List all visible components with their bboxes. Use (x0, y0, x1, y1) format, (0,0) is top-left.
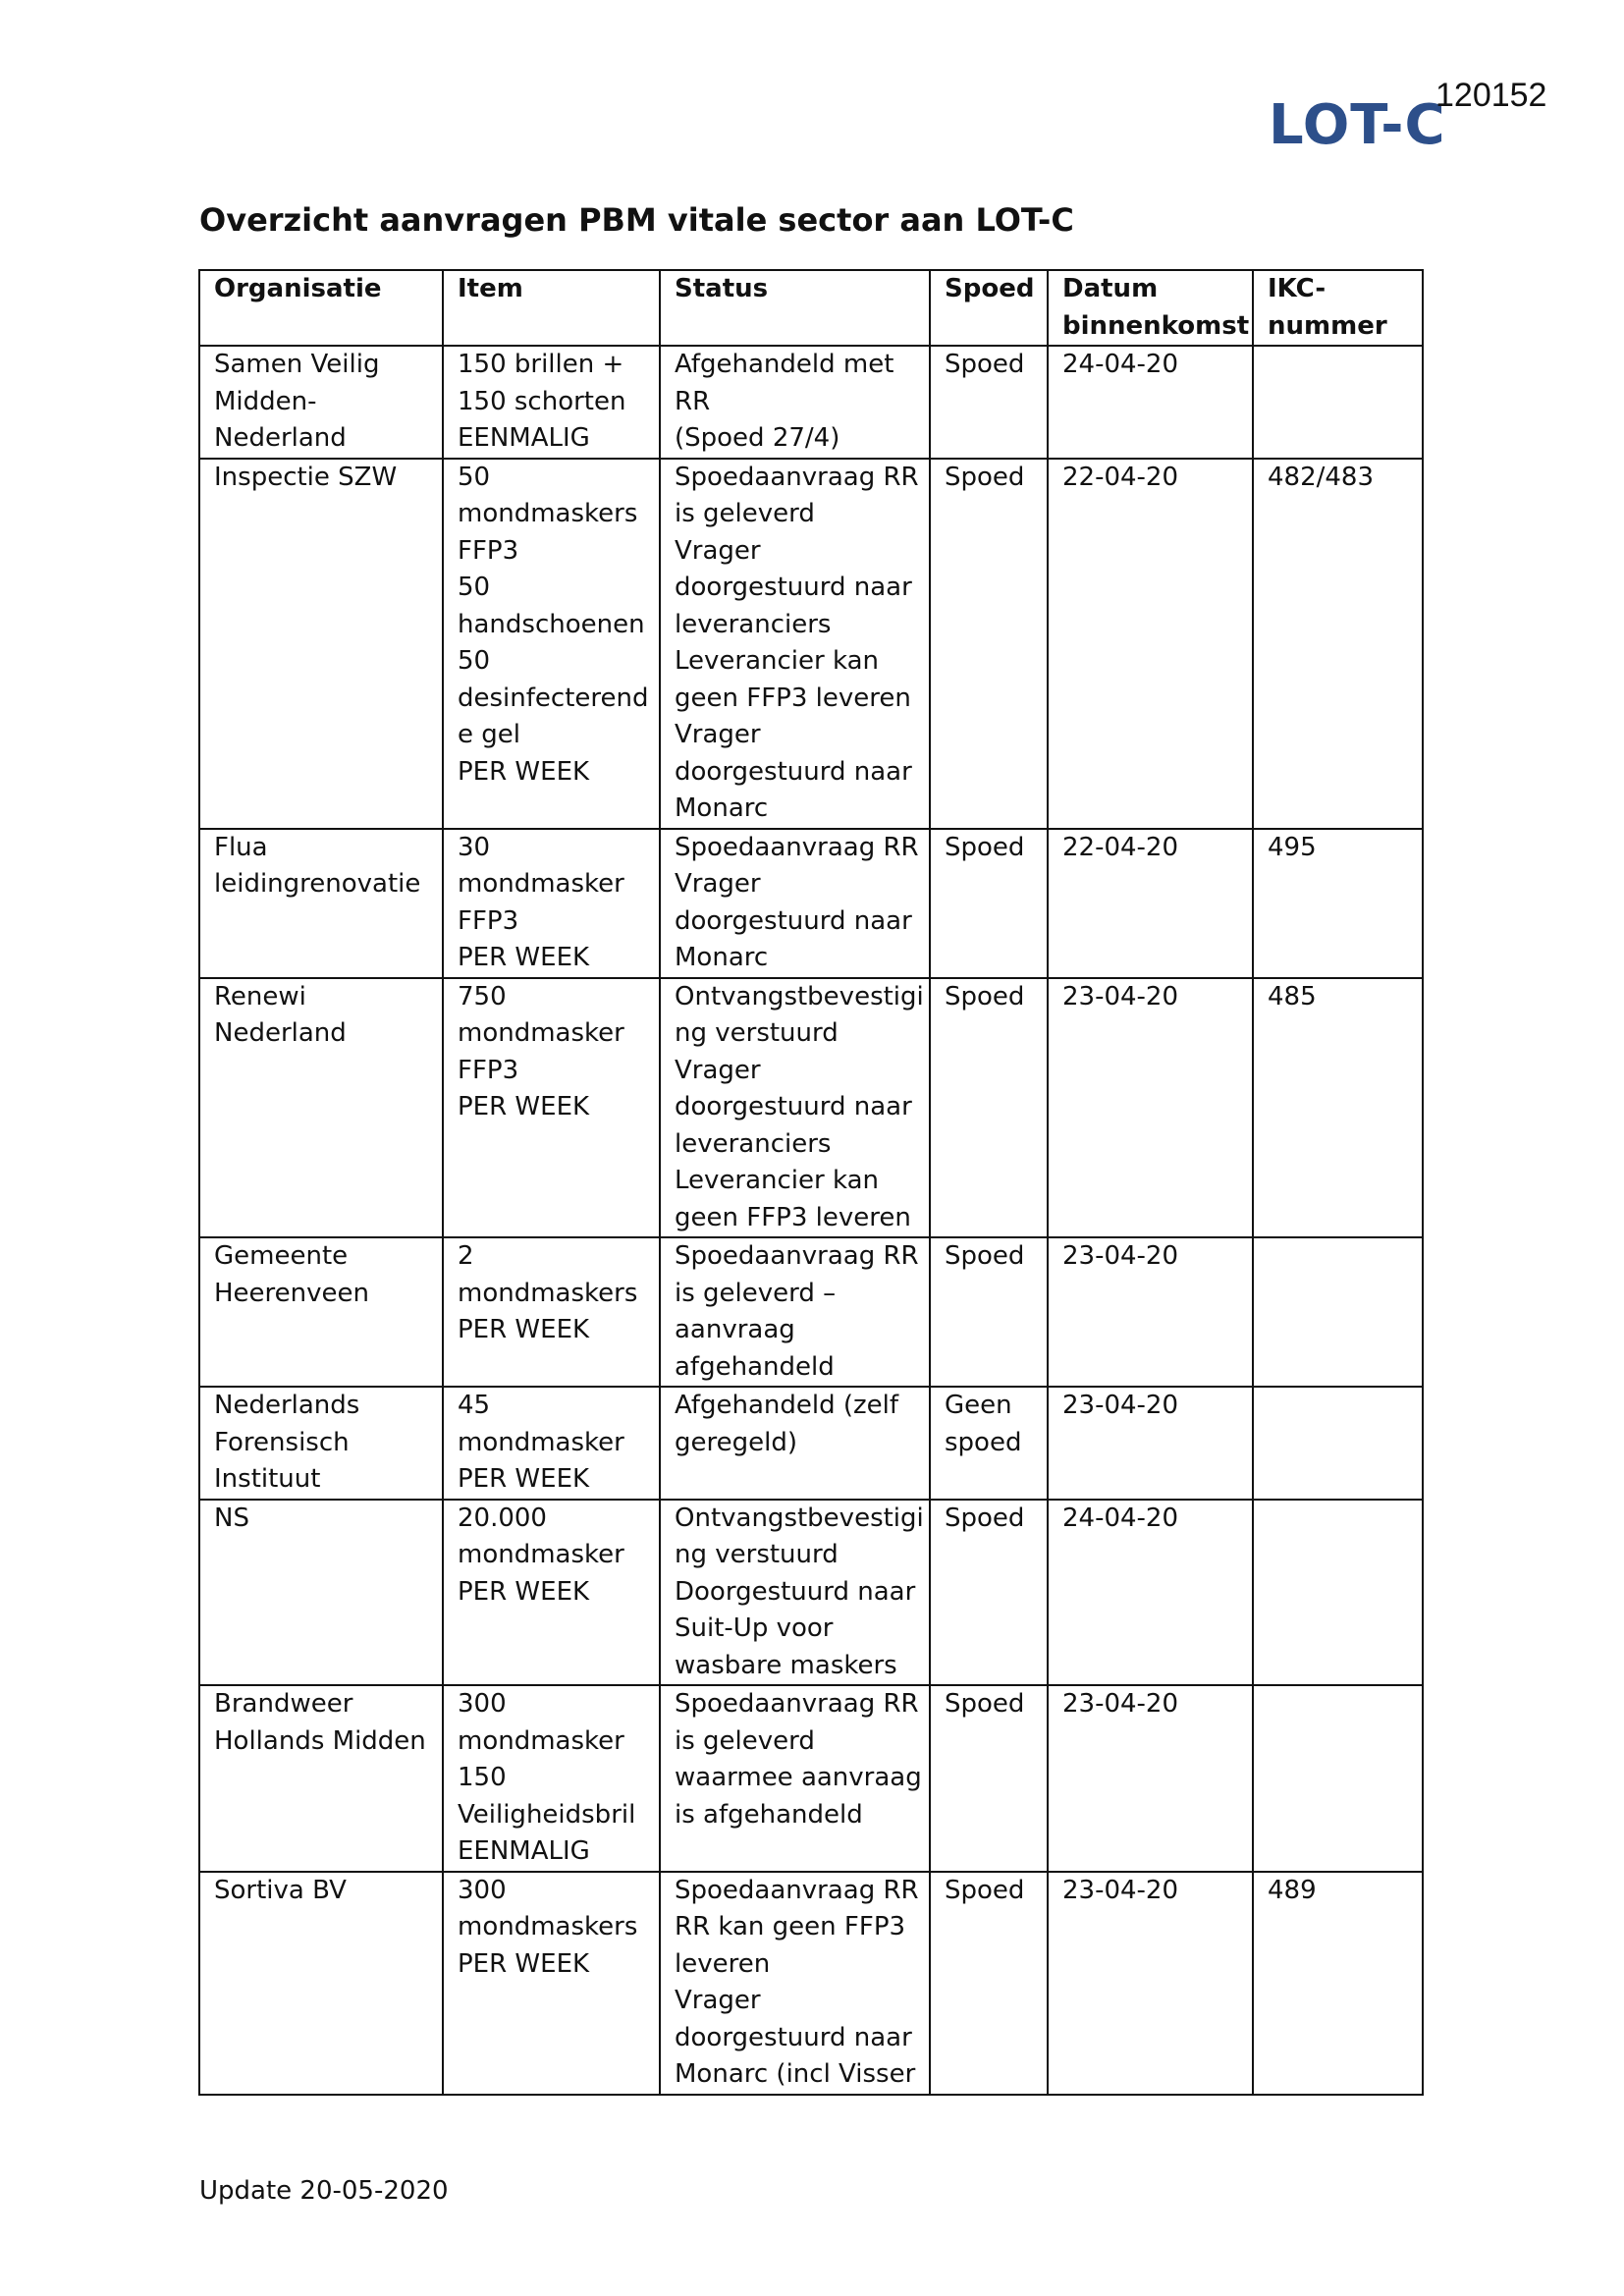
cell-ikc (1253, 346, 1423, 459)
cell-line: aanvraag (675, 1315, 795, 1344)
column-header-line: Spoed (945, 274, 1035, 303)
cell-line: 50 (458, 462, 491, 492)
cell-line: 20.000 (458, 1503, 547, 1533)
cell-line: Spoedaanvraag RR (675, 462, 919, 492)
cell-line: Vrager (675, 869, 761, 899)
table-row (199, 1685, 1423, 1872)
cell-line: PER WEEK (458, 1948, 590, 1979)
table-row (199, 1387, 1423, 1500)
cell-line: Spoed (945, 350, 1025, 379)
cell-datum (1048, 978, 1253, 1238)
cell-line: Spoed (945, 462, 1025, 492)
cell-line: Leverancier kan (675, 1166, 879, 1195)
table-row (199, 346, 1423, 459)
table-row (199, 1500, 1423, 1686)
table-row (199, 459, 1423, 829)
cell-status (660, 346, 930, 459)
table-row (199, 1872, 1423, 2095)
cell-ikc (1253, 1237, 1423, 1387)
column-header-status (660, 270, 930, 346)
cell-status (660, 1237, 930, 1387)
cell-datum (1048, 459, 1253, 829)
cell-line: 30 (458, 832, 491, 862)
cell-line: e gel (458, 720, 520, 749)
table-body (199, 346, 1423, 2095)
cell-line: Flua (214, 832, 268, 862)
column-header-organisatie (199, 270, 443, 346)
cell-organisatie (199, 1872, 443, 2095)
cell-line: 150 schorten (458, 386, 626, 416)
cell-line: 23-04-20 (1062, 1391, 1179, 1420)
cell-line: ng verstuurd (675, 1540, 839, 1569)
cell-line: 485 (1268, 981, 1317, 1011)
cell-line: afgehandeld (675, 1351, 835, 1382)
cell-spoed (930, 1500, 1048, 1686)
cell-line: Spoedaanvraag RR (675, 1689, 919, 1719)
cell-line: 300 (458, 1689, 507, 1719)
cell-line: 495 (1268, 832, 1317, 862)
cell-line: mondmasker (458, 1018, 624, 1048)
cell-line: Leverancier kan (675, 646, 879, 676)
cell-organisatie (199, 1500, 443, 1686)
cell-ikc (1253, 829, 1423, 978)
cell-item (443, 459, 660, 829)
cell-line: is geleverd – (675, 1278, 837, 1308)
cell-line: FFP3 (458, 905, 519, 936)
cell-spoed (930, 1387, 1048, 1500)
cell-line: 22-04-20 (1062, 462, 1179, 492)
document-number: 120152 (1435, 77, 1547, 114)
cell-line: Spoed (945, 832, 1025, 862)
cell-ikc (1253, 1872, 1423, 2095)
cell-spoed (930, 1685, 1048, 1872)
cell-line: RR (675, 386, 711, 416)
requests-table (198, 269, 1424, 2096)
cell-line: 23-04-20 (1062, 1241, 1179, 1271)
cell-organisatie (199, 1387, 443, 1500)
cell-line: PER WEEK (458, 1464, 590, 1494)
cell-organisatie (199, 1685, 443, 1872)
cell-line: geen FFP3 leveren (675, 683, 911, 713)
column-header-line: Datum (1062, 274, 1159, 303)
cell-line: Sortiva BV (214, 1875, 347, 1905)
cell-line: FFP3 (458, 535, 519, 566)
cell-line: handschoenen (458, 609, 645, 639)
cell-line: Instituut (214, 1464, 321, 1494)
cell-line: 50 (458, 573, 491, 602)
cell-line: mondmaskers (458, 1278, 638, 1308)
cell-line: mondmasker (458, 1725, 624, 1756)
cell-datum (1048, 1500, 1253, 1686)
cell-line: 2 (458, 1241, 474, 1271)
cell-status (660, 459, 930, 829)
cell-line: Renewi (214, 981, 306, 1011)
cell-line: 23-04-20 (1062, 981, 1179, 1011)
cell-line: is geleverd (675, 499, 815, 528)
cell-line: Spoed (945, 1503, 1025, 1533)
cell-line: mondmasker (458, 1427, 624, 1457)
column-header-item (443, 270, 660, 346)
cell-line: (Spoed 27/4) (675, 423, 840, 453)
cell-line: Spoed (945, 1241, 1025, 1271)
cell-organisatie (199, 978, 443, 1238)
cell-line: Spoedaanvraag RR (675, 1875, 919, 1905)
cell-line: doorgestuurd naar (675, 1092, 912, 1121)
cell-line: Heerenveen (214, 1278, 369, 1308)
column-header-line: Item (458, 274, 523, 303)
cell-line: PER WEEK (458, 756, 590, 787)
cell-line: 23-04-20 (1062, 1689, 1179, 1719)
cell-line: Vrager (675, 1986, 761, 2015)
cell-line: Vrager (675, 535, 761, 566)
column-header-line: nummer (1268, 310, 1387, 341)
cell-item (443, 978, 660, 1238)
cell-status (660, 1685, 930, 1872)
cell-ikc (1253, 1685, 1423, 1872)
cell-status (660, 1872, 930, 2095)
cell-line: doorgestuurd naar (675, 905, 912, 936)
cell-line: leveren (675, 1948, 771, 1979)
cell-line: mondmaskers (458, 1912, 638, 1941)
cell-spoed (930, 346, 1048, 459)
cell-status (660, 1387, 930, 1500)
cell-line: Forensisch (214, 1427, 350, 1457)
table-row (199, 978, 1423, 1238)
cell-line: 24-04-20 (1062, 1503, 1179, 1533)
cell-item (443, 1237, 660, 1387)
cell-line: 23-04-20 (1062, 1875, 1179, 1905)
column-header-ikc (1253, 270, 1423, 346)
cell-line: Midden- (214, 386, 317, 416)
cell-line: doorgestuurd naar (675, 573, 912, 602)
cell-line: mondmasker (458, 1540, 624, 1569)
cell-line: 300 (458, 1875, 507, 1905)
cell-line: waarmee aanvraag (675, 1763, 922, 1792)
cell-line: Monarc (incl Visser (675, 2059, 916, 2089)
cell-organisatie (199, 459, 443, 829)
cell-ikc (1253, 1387, 1423, 1500)
cell-line: wasbare maskers (675, 1650, 897, 1680)
cell-datum (1048, 1237, 1253, 1387)
cell-line: Gemeente (214, 1241, 349, 1271)
cell-item (443, 1500, 660, 1686)
cell-status (660, 1500, 930, 1686)
cell-line: 150 (458, 1763, 507, 1792)
cell-ikc (1253, 978, 1423, 1238)
cell-spoed (930, 1237, 1048, 1387)
column-header-datum (1048, 270, 1253, 346)
cell-spoed (930, 829, 1048, 978)
cell-line: Nederland (214, 1018, 347, 1048)
column-header-line: binnenkomst (1062, 310, 1250, 341)
cell-ikc (1253, 1500, 1423, 1686)
cell-datum (1048, 1387, 1253, 1500)
table-header-row (199, 270, 1423, 346)
cell-item (443, 1872, 660, 2095)
cell-spoed (930, 978, 1048, 1238)
cell-line: PER WEEK (458, 1092, 590, 1121)
cell-line: 24-04-20 (1062, 350, 1179, 379)
cell-status (660, 829, 930, 978)
cell-status (660, 978, 930, 1238)
cell-line: Spoedaanvraag RR (675, 832, 919, 862)
table-row (199, 1237, 1423, 1387)
cell-line: PER WEEK (458, 1315, 590, 1344)
cell-line: Samen Veilig (214, 350, 380, 379)
column-header-spoed (930, 270, 1048, 346)
cell-line: Nederland (214, 423, 347, 453)
cell-line: 22-04-20 (1062, 832, 1179, 862)
cell-line: Vrager (675, 720, 761, 749)
cell-line: Ontvangstbevestigi (675, 1503, 924, 1533)
cell-line: Brandweer (214, 1689, 353, 1719)
cell-line: EENMALIG (458, 423, 590, 453)
cell-line: leveranciers (675, 1128, 832, 1159)
cell-line: Vrager (675, 1055, 761, 1085)
column-header-line: Organisatie (214, 274, 382, 303)
cell-line: 482/483 (1268, 462, 1375, 492)
cell-line: mondmasker (458, 869, 624, 899)
cell-line: Geen (945, 1391, 1012, 1420)
cell-line: Hollands Midden (214, 1725, 426, 1756)
cell-line: geen FFP3 leveren (675, 1202, 911, 1232)
column-header-line: IKC- (1268, 274, 1326, 303)
update-date: Update 20-05-2020 (199, 2176, 449, 2206)
cell-line: Monarc (675, 943, 769, 972)
cell-line: geregeld) (675, 1427, 797, 1457)
cell-line: Suit-Up voor (675, 1613, 834, 1643)
cell-line: 45 (458, 1391, 491, 1420)
cell-datum (1048, 1685, 1253, 1872)
cell-organisatie (199, 829, 443, 978)
cell-line: Afgehandeld (zelf (675, 1391, 899, 1420)
cell-organisatie (199, 1237, 443, 1387)
cell-item (443, 1387, 660, 1500)
cell-line: FFP3 (458, 1055, 519, 1085)
cell-line: spoed (945, 1427, 1022, 1457)
cell-line: Veiligheidsbril (458, 1799, 636, 1830)
cell-datum (1048, 1872, 1253, 2095)
cell-line: Spoed (945, 981, 1025, 1011)
cell-line: Nederlands (214, 1391, 360, 1420)
cell-line: doorgestuurd naar (675, 756, 912, 787)
cell-datum (1048, 829, 1253, 978)
cell-line: PER WEEK (458, 943, 590, 972)
cell-line: Inspectie SZW (214, 462, 398, 492)
cell-line: PER WEEK (458, 1576, 590, 1607)
cell-line: Spoedaanvraag RR (675, 1241, 919, 1271)
cell-line: desinfecterend (458, 683, 649, 713)
page-title: Overzicht aanvragen PBM vitale sector aan LOT-C (199, 201, 1074, 239)
cell-line: 50 (458, 646, 491, 676)
cell-line: Ontvangstbevestigi (675, 981, 924, 1011)
cell-organisatie (199, 346, 443, 459)
cell-spoed (930, 459, 1048, 829)
cell-line: Spoed (945, 1875, 1025, 1905)
cell-line: leidingrenovatie (214, 869, 421, 899)
cell-ikc (1253, 459, 1423, 829)
cell-line: EENMALIG (458, 1836, 590, 1866)
cell-line: 150 brillen + (458, 350, 624, 379)
cell-spoed (930, 1872, 1048, 2095)
cell-line: is afgehandeld (675, 1799, 863, 1830)
cell-line: Afgehandeld met (675, 350, 894, 379)
cell-item (443, 346, 660, 459)
table-row (199, 829, 1423, 978)
cell-line: mondmaskers (458, 499, 638, 528)
cell-line: RR kan geen FFP3 (675, 1912, 906, 1941)
cell-line: NS (214, 1503, 249, 1533)
cell-line: leveranciers (675, 609, 832, 639)
cell-datum (1048, 346, 1253, 459)
column-header-line: Status (675, 274, 769, 303)
cell-line: Spoed (945, 1689, 1025, 1719)
cell-line: doorgestuurd naar (675, 2022, 912, 2052)
cell-line: Monarc (675, 793, 769, 823)
lotc-logo: LOT-C (1269, 93, 1446, 157)
cell-line: Doorgestuurd naar (675, 1576, 916, 1607)
cell-line: ng verstuurd (675, 1018, 839, 1048)
cell-line: 489 (1268, 1875, 1317, 1905)
cell-item (443, 829, 660, 978)
cell-item (443, 1685, 660, 1872)
cell-line: is geleverd (675, 1725, 815, 1756)
cell-line: 750 (458, 981, 507, 1011)
